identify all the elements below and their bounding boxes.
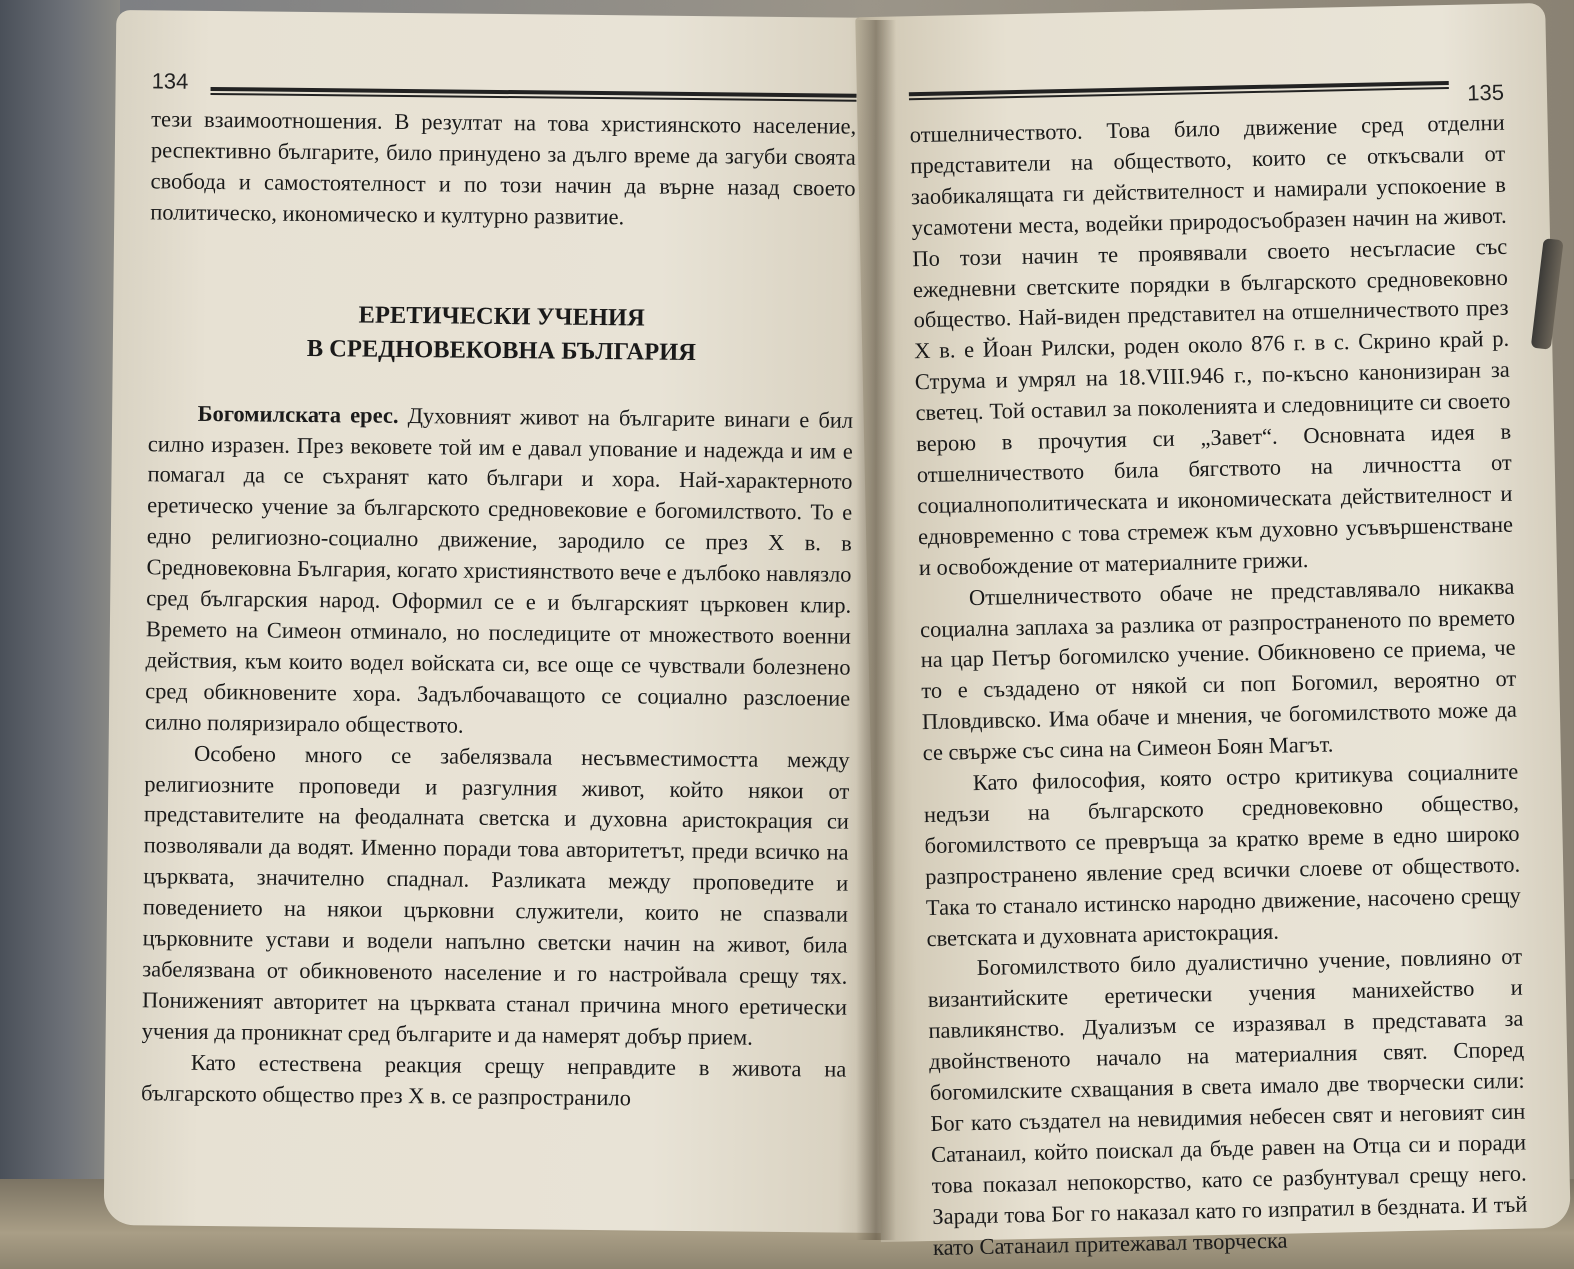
left-header-rule — [210, 87, 856, 102]
left-page — [104, 10, 897, 1233]
right-page-number: 135 — [1466, 79, 1505, 106]
right-page — [855, 3, 1571, 1260]
left-paragraph-3: Като естествена реакция срещу неправдите в живота на българското общество през X в. се разпространило — [140, 1049, 847, 1110]
left-paragraph-1 — [145, 398, 854, 745]
chapter-heading-line2: В СРЕДНОВЕКОВНА БЪЛГАРИЯ — [306, 334, 697, 366]
right-paragraph-4: Богомилството било дуалистично учение, повлияно от византийските еретически учения манихейство и павликянство. Дуализъм се изразявал в представата за двойнственото начало на материалния свят. Според богомилските схващания в света имало две творчески сили: Бог като създател на невидимия небесен свят и неговият син Сатанаил, който поискал да бъде равен на Отца си и поради това показал непокорство, като се разбунтувал срещу него. Заради това Бог го наказал като го изпратил в бездната. И тъй като Сатанаил притежавал творческа — [927, 944, 1528, 1260]
right-page-text — [909, 108, 1528, 1264]
right-paragraph-2: Отшелничеството обаче не представлявало никаква социална заплаха за разлика от разпространеното по времето на цар Петър богомилско учение. Обикновено се приема, че то е създадено от някой си поп Богомил, вероятно от Пловдивско. Има обаче и мнения, че богомилството може да се свърже със сина на Симеон Боян Магът. — [919, 573, 1518, 766]
chapter-heading-line1: ЕРЕТИЧЕСКИ УЧЕНИЯ — [358, 301, 645, 332]
left-page-header — [152, 68, 857, 101]
lead-in-bogomil-heresy: Богомилската ерес. — [197, 400, 399, 428]
book-gutter — [856, 20, 896, 1240]
left-opening-paragraph: тези взаимоотношения. В резултат на това християнското население, респективно българите, било принудено за дълго време да загуби своята свобода и самостоятелност и по този начин да върне назад своето политическо, икономическо и културно развитие. — [150, 106, 857, 229]
right-paragraph-3: Като философия, която остро критикува социалните недъзи на българското средновековно общество, богомилството се превръща за кратко време в едно широко разпространено явление сред всички слоеве от обществото. Така то станало истинско народно движение, насочено срещу светската и духовната аристокрация. — [923, 758, 1522, 951]
book-edge — [0, 0, 120, 1269]
left-paragraph-1-body: Духовният живот на българите винаги е бил силно изразен. През вековете той им е давал упование и надежда и им е помагал да се съхранят като българи и хора. Най-характерното еретическо учение за българското средновековие е богомилството. То е едно религиозно-социално движение, зародило се през X в. в Средновековна България, когато християнството вече е дълбоко навлязло сред българския народ. Оформил се е и българският църковен клир. Времето на Симеон отминало, но последиците от множеството военни действия, към които водел войската си, все още се чувствали болезнено сред обикновените хора. Задълбочаващото се социално разслоение силно поляризирало обществото. — [144, 402, 854, 738]
chapter-heading — [149, 296, 855, 371]
left-page-number: 134 — [151, 68, 189, 94]
left-paragraph-2: Особено много се забелязвала несъвместимостта между религиозните проповеди и разгулния живот, който някои от представителите на феодалната светска и духовна аристокрация си позволявали да водят. Именно поради това авторитетът, преди всичко на църквата, значително спаднал. Разликата между проповедите и поведението на някои църковни служители, които не спазвали църковните устави и водели напълно светски начин на живот, била забелязвана от обикновеното население и го настройвала срещу тях. Пониженият авторитет на църквата станал причина много еретически учения да проникнат сред българите и да намерят добър прием. — [141, 740, 850, 1050]
right-header-rule — [909, 81, 1449, 100]
left-page-text — [141, 104, 856, 1116]
right-paragraph-1: отшелничеството. Това било движение сред отделни представители на обществото, които се откъсвали от заобикалящата ги действителност и намирали успокоение в усамотени места, водейки природосъобразен начин на живот. По този начин те проявявали своето несъгласие със ежедневни светските порядки в българското средновековно общество. Най-виден представител на отшелничеството през X в. е Йоан Рилски, роден около 876 г. в с. Скрино край р. Струма и умрял на 18.VIII.946 г., по-късно канонизиран за светец. Той оставил за поколенията и следовниците си своето верою в прочутия си „Завет“. Основната идея в отшелничеството била бягството на личността от социалнополитическата и икономическата действителност и едновременно с това стремеж към духовно усъвършенстване и освобождение от материалните грижи. — [909, 109, 1514, 580]
bookmark-ribbon — [1531, 238, 1564, 350]
